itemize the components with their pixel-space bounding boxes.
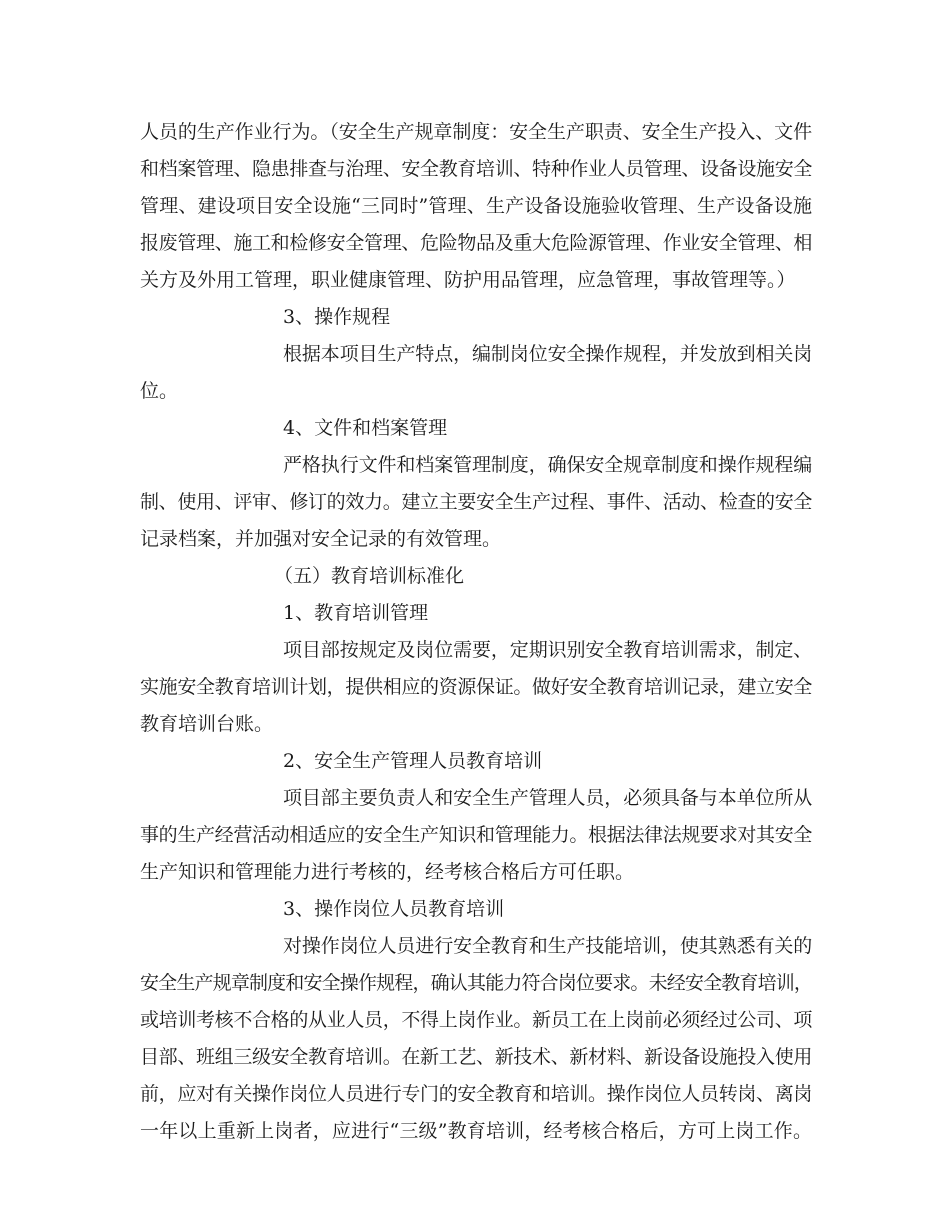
paragraph-line: 和档案管理、隐患排查与治理、安全教育培训、特种作业人员管理、设备设施安全 (140, 158, 812, 180)
section-heading: 1、教育培训管理 (283, 602, 429, 624)
paragraph-line: 位。 (140, 380, 179, 402)
paragraph-line: 一年以上重新上岗者，应进行“三级”教育培训，经考核合格后，方可上岗工作。 (140, 1120, 812, 1142)
paragraph-line: 记录档案，并加强对安全记录的有效管理。 (140, 528, 502, 550)
paragraph-line: 人员的生产作业行为。（安全生产规章制度：安全生产职责、安全生产投入、文件 (140, 121, 812, 143)
paragraph-line: 目部、班组三级安全教育培训。在新工艺、新技术、新材料、新设备设施投入使用 (140, 1046, 812, 1068)
paragraph-line: 教育培训台账。 (140, 713, 274, 735)
section-heading: （五）教育培训标准化 (274, 565, 465, 587)
paragraph-line: 根据本项目生产特点，编制岗位安全操作规程，并发放到相关岗 (283, 343, 813, 365)
paragraph-line: 生产知识和管理能力进行考核的，经考核合格后方可任职。 (140, 861, 635, 883)
paragraph-line: 项目部主要负责人和安全生产管理人员，必须具备与本单位所从 (283, 787, 813, 809)
paragraph-line: 事的生产经营活动相适应的安全生产知识和管理能力。根据法律法规要求对其安全 (140, 824, 812, 846)
section-heading: 3、操作岗位人员教育培训 (283, 898, 505, 920)
paragraph-line: 关方及外用工管理，职业健康管理、防护用品管理，应急管理，事故管理等。） (140, 269, 796, 291)
section-heading: 2、安全生产管理人员教育培训 (283, 750, 543, 772)
paragraph-line: 或培训考核不合格的从业人员，不得上岗作业。新员工在上岗前必须经过公司、项 (140, 1009, 812, 1031)
paragraph-line: 前，应对有关操作岗位人员进行专门的安全教育和培训。操作岗位人员转岗、离岗 (140, 1083, 812, 1105)
paragraph-line: 项目部按规定及岗位需要，定期识别安全教育培训需求，制定、 (283, 639, 813, 661)
paragraph-line: 报废管理、施工和检修安全管理、危险物品及重大危险源管理、作业安全管理、相 (140, 232, 812, 254)
paragraph-line: 制、使用、评审、修订的效力。建立主要安全生产过程、事件、活动、检查的安全 (140, 491, 812, 513)
section-heading: 4、文件和档案管理 (283, 417, 448, 439)
section-heading: 3、操作规程 (283, 306, 391, 328)
paragraph-line: 管理、建设项目安全设施“三同时”管理、生产设备设施验收管理、生产设备设施 (140, 195, 812, 217)
paragraph-line: 安全生产规章制度和安全操作规程，确认其能力符合岗位要求。未经安全教育培训， (140, 972, 812, 994)
paragraph-line: 严格执行文件和档案管理制度，确保安全规章制度和操作规程编 (283, 454, 813, 476)
paragraph-line: 实施安全教育培训计划，提供相应的资源保证。做好安全教育培训记录，建立安全 (140, 676, 812, 698)
paragraph-line: 对操作岗位人员进行安全教育和生产技能培训，使其熟悉有关的 (283, 935, 813, 957)
